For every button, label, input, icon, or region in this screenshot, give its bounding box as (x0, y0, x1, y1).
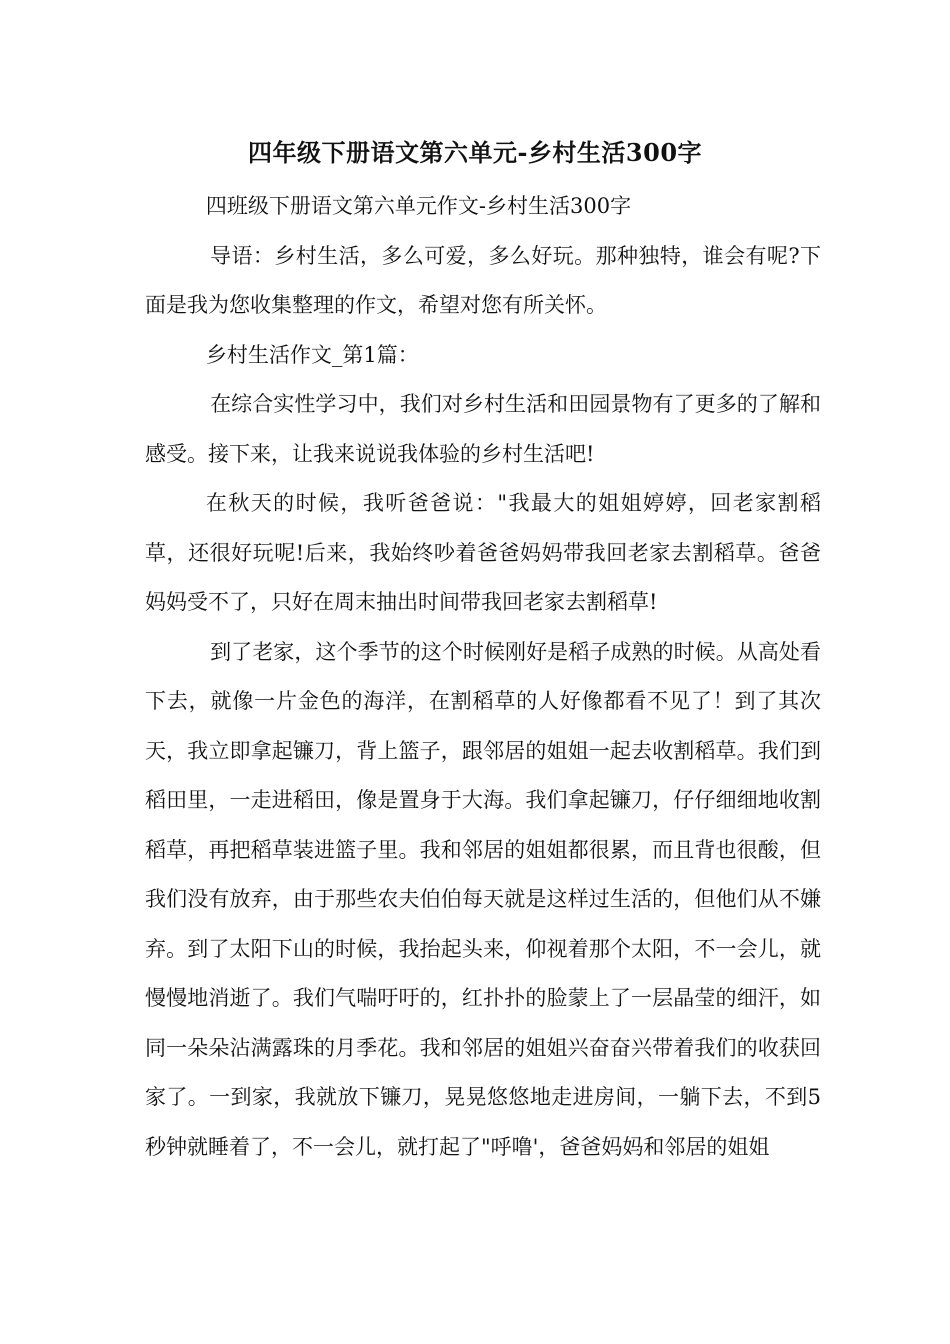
section-heading-paragraph: 乡村生活作文_第1篇： (205, 342, 419, 367)
document-body (145, 182, 821, 1172)
body-paragraph-2: 在秋天的时候，我听爸爸说："我最大的姐姐婷婷，回老家割稻草，还很好玩呢!后来，我始终吵着爸爸妈妈带我回老家去割稻草。爸爸妈妈受不了，只好在周末抽出时间带我回老家去割稻草! (145, 491, 821, 614)
body-paragraph-1: 在综合实性学习中，我们对乡村生活和田园景物有了更多的了解和感受。接下来，让我来说说我体验的乡村生活吧! (145, 392, 821, 466)
intro-paragraph: 导语：乡村生活，多么可爱，多么好玩。那种独特，谁会有呢?下面是我为您收集整理的作文，希望对您有所关怀。 (145, 243, 821, 317)
body-paragraph-3: 到了老家，这个季节的这个时候刚好是稻子成熟的时候。从高处看下去，就像一片金色的海洋，在割稻草的人好像都看不见了！到了其次天，我立即拿起镰刀，背上篮子，跟邻居的姐姐一起去收割稻草。我们到稻田里，一走进稻田，像是置身于大海。我们拿起镰刀，仔仔细细地收割稻草，再把稻草装进篮子里。我和邻居的姐姐都很累，而且背也很酸，但我们没有放弃，由于那些农夫伯伯每天就是这样过生活的，但他们从不嫌弃。到了太阳下山的时候，我抬起头来，仰视着那个太阳，不一会儿，就慢慢地消逝了。我们气喘吁吁的，红扑扑的脸蒙上了一层晶莹的细汗，如同一朵朵沾满露珠的月季花。我和邻居的姐姐兴奋奋兴带着我们的收获回家了。一到家，我就放下镰刀，晃晃悠悠地走进房间，一躺下去，不到5秒钟就睡着了，不一会儿，就打起了"呼噜'，爸爸妈妈和邻居的姐姐 (145, 639, 821, 1159)
subtitle-paragraph: 四班级下册语文第六单元作文-乡村生活300字 (205, 194, 632, 218)
document-title: 四年级下册语文第六单元-乡村生活300字 (247, 138, 703, 167)
